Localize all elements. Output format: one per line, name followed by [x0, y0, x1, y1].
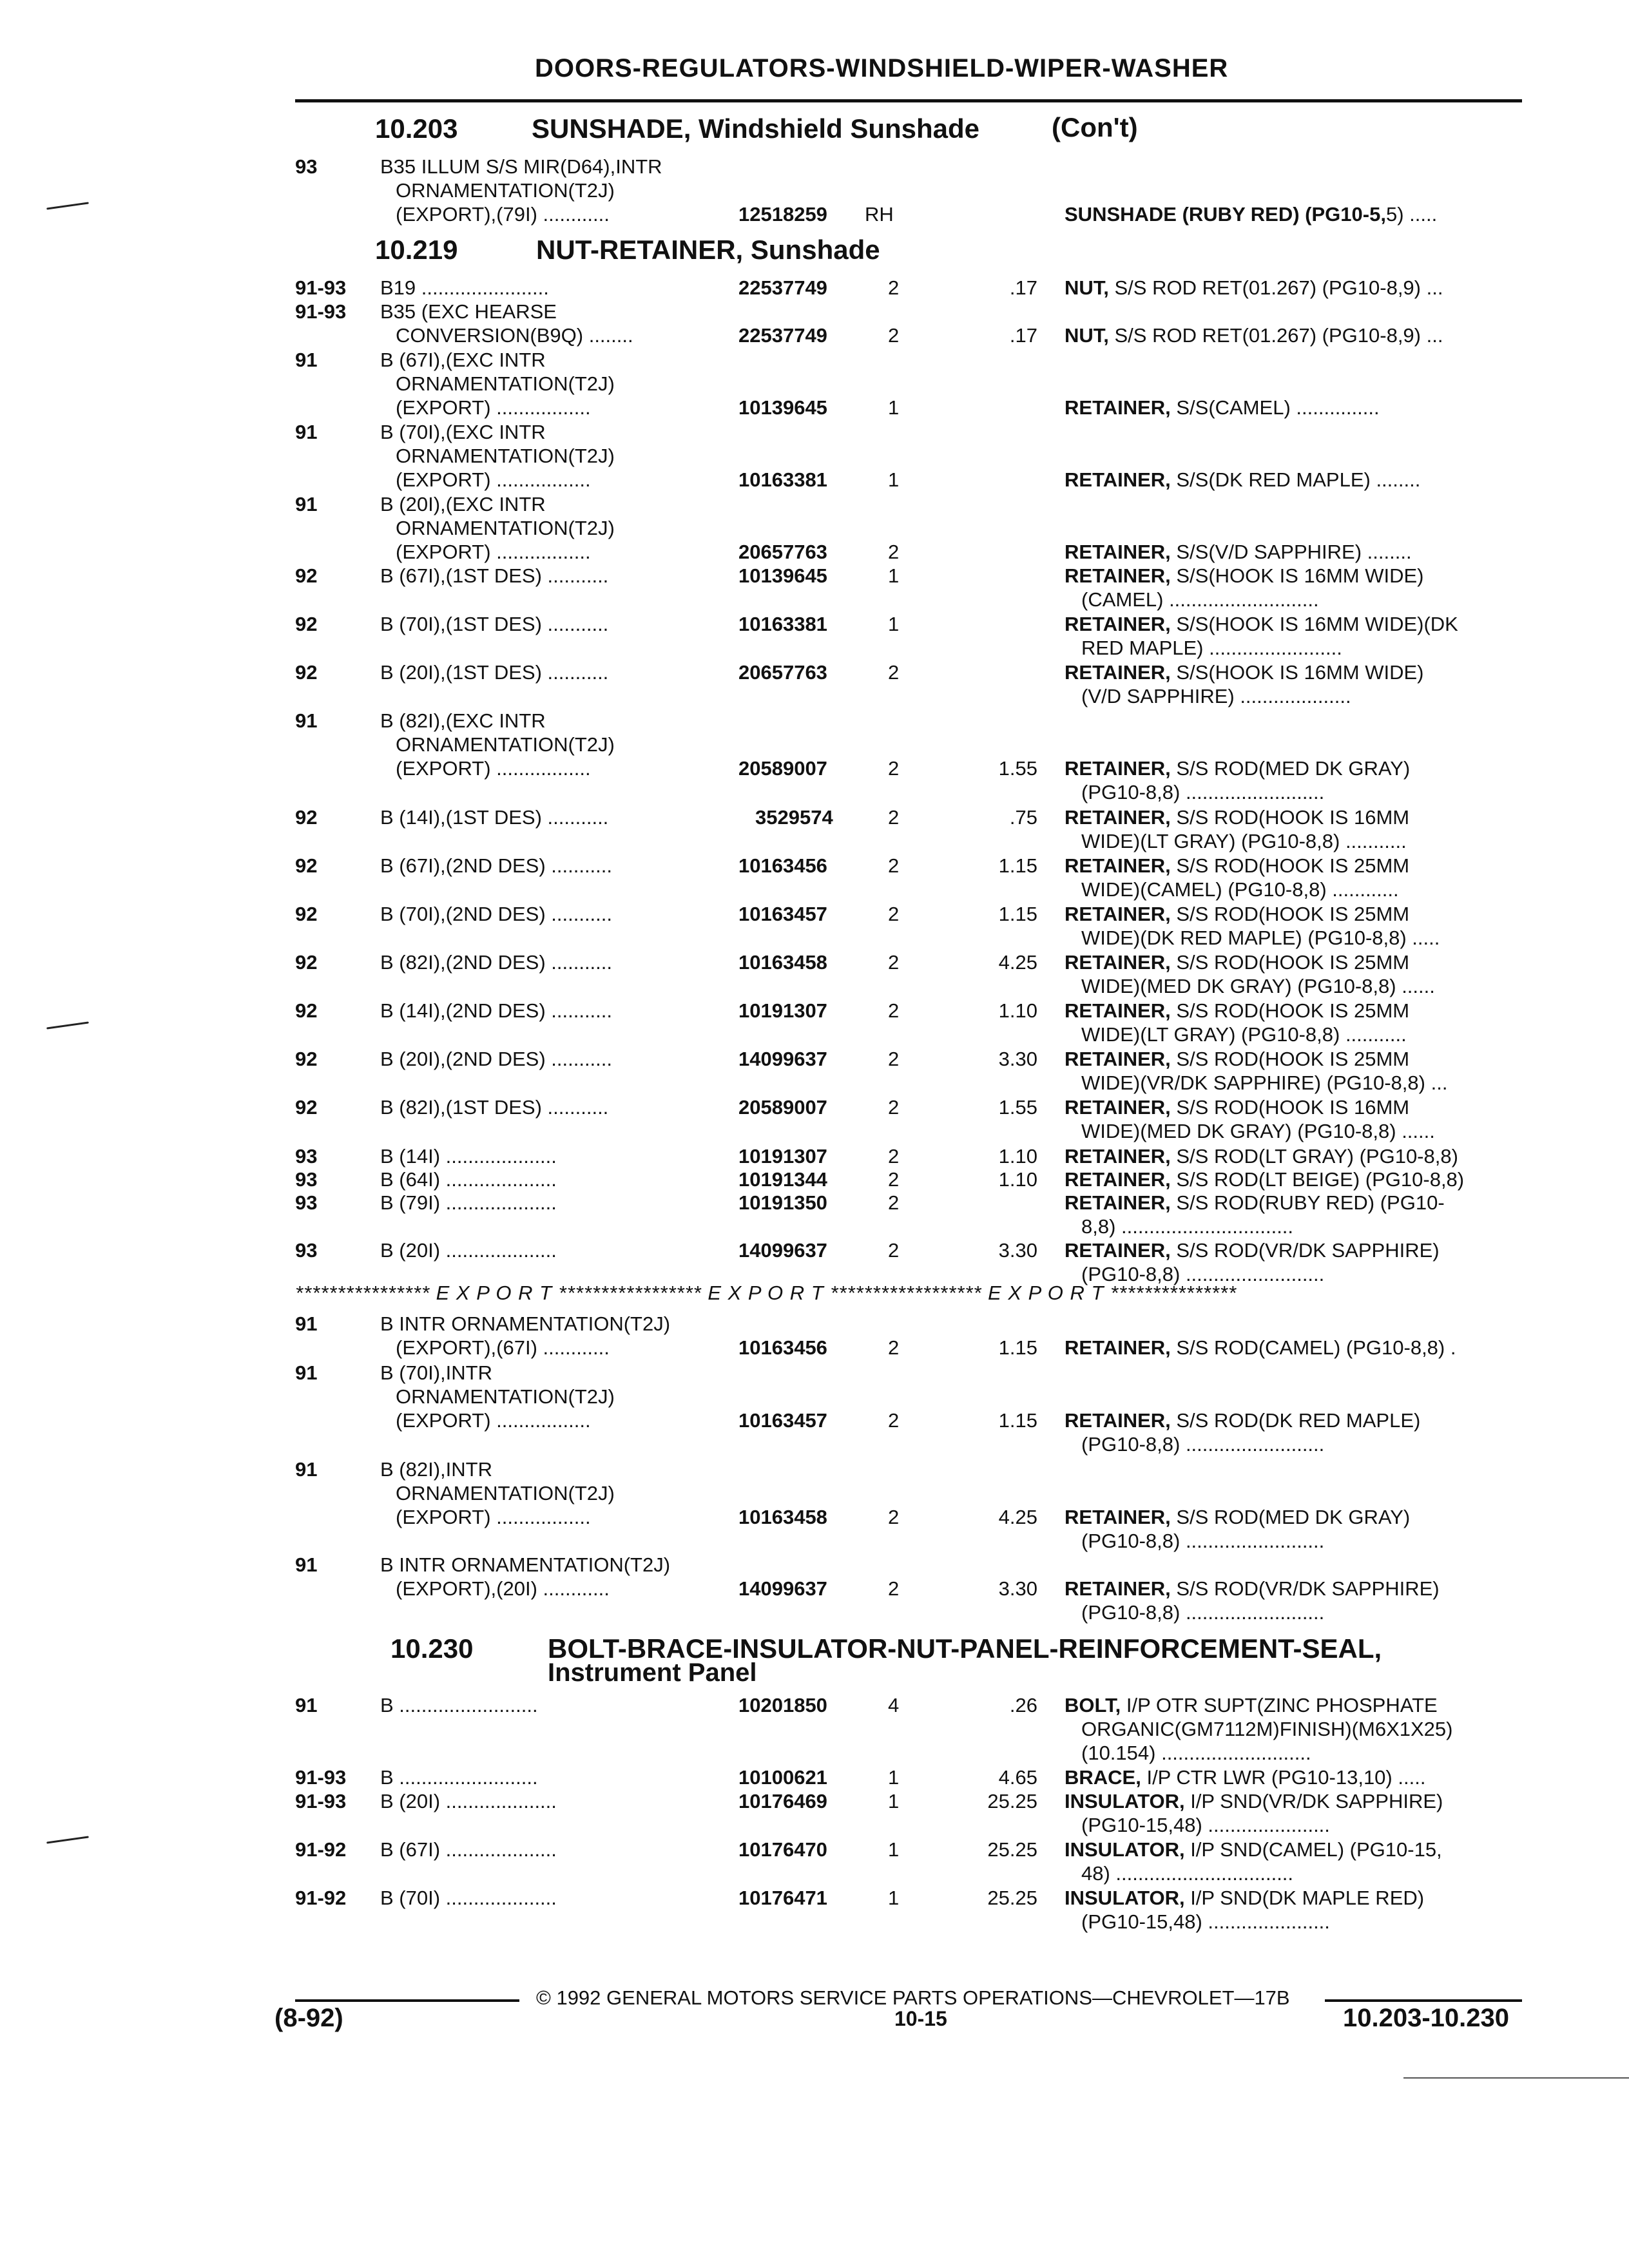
quantity-cell: 2	[888, 1145, 900, 1168]
part-number-cell: 22537749	[738, 324, 827, 347]
part-name-cell: RETAINER, S/S ROD(HOOK IS 25MM WIDE)(MED DK GRAY) (PG10-8,8) ......	[1065, 951, 1435, 997]
quantity-cell: 2	[888, 1191, 900, 1214]
quantity-cell: 2	[888, 903, 900, 925]
price-cell: 25.25	[987, 1790, 1037, 1812]
part-number-cell: 10163381	[738, 468, 827, 491]
part-number-cell: 10163458	[738, 1506, 827, 1528]
description-cell: B (82I),(2ND DES) ...........	[380, 951, 613, 974]
year-cell: 92	[295, 564, 318, 587]
description-cell: B (20I),(EXC INTR ORNAMENTATION(T2J) (EXPORT) .................	[380, 493, 615, 563]
description-cell: B (70I),(2ND DES) ...........	[380, 903, 613, 925]
price-cell: .26	[1009, 1694, 1037, 1716]
year-cell: 92	[295, 613, 318, 635]
footer-rule-left	[295, 1999, 519, 2002]
quantity-cell: 1	[888, 1790, 900, 1812]
description-cell: B INTR ORNAMENTATION(T2J) (EXPORT),(20I) ............	[380, 1553, 671, 1600]
year-cell: 91-92	[295, 1838, 347, 1861]
year-cell: 92	[295, 661, 318, 684]
year-cell: 91-92	[295, 1887, 347, 1909]
description-cell: B (67I),(EXC INTR ORNAMENTATION(T2J) (EXPORT) .................	[380, 349, 615, 419]
part-name-cell: RETAINER, S/S ROD(LT BEIGE) (PG10-8,8)	[1065, 1168, 1465, 1191]
side-cell: RH	[865, 203, 894, 226]
header-rule	[295, 99, 1522, 102]
section-continued: (Con't)	[1052, 112, 1138, 142]
part-number-cell: 10176469	[738, 1790, 827, 1812]
year-cell: 93	[295, 1239, 318, 1262]
quantity-cell: 4	[888, 1694, 900, 1716]
price-cell: 1.15	[998, 903, 1037, 925]
part-number-cell: 10139645	[738, 396, 827, 419]
part-name-cell: INSULATOR, I/P SND(CAMEL) (PG10-15, 48) ................................	[1065, 1838, 1442, 1885]
quantity-cell: 2	[888, 1409, 900, 1432]
part-name-cell: RETAINER, S/S(HOOK IS 16MM WIDE)(DK RED MAPLE) ........................	[1065, 613, 1458, 659]
description-cell: B (82I),INTR ORNAMENTATION(T2J) (EXPORT) .................	[380, 1458, 615, 1528]
section-subtitle: Instrument Panel	[548, 1658, 757, 1687]
page-number: 10-15	[894, 2007, 947, 2030]
part-number-cell: 10163456	[738, 854, 827, 877]
margin-mark	[46, 1021, 89, 1029]
part-number-cell: 10191307	[738, 1145, 827, 1168]
quantity-cell: 2	[888, 276, 900, 299]
price-cell: 1.15	[998, 854, 1037, 877]
part-number-cell: 10163458	[738, 951, 827, 974]
year-cell: 93	[295, 1191, 318, 1214]
part-number-cell: 3529574	[755, 806, 833, 829]
year-cell: 91	[295, 1553, 318, 1576]
export-divider: **************** E X P O R T ***************** E X P O R T ****************** E X P O R T ***************	[295, 1282, 1237, 1304]
part-number-cell: 20657763	[738, 661, 827, 684]
description-cell: B (70I),INTR ORNAMENTATION(T2J) (EXPORT) .................	[380, 1361, 615, 1432]
description-cell: B (20I) ....................	[380, 1239, 557, 1262]
quantity-cell: 2	[888, 1048, 900, 1070]
description-cell: B (70I) ....................	[380, 1887, 557, 1909]
year-cell: 92	[295, 1048, 318, 1070]
part-name-cell: RETAINER, S/S ROD(DK RED MAPLE) (PG10-8,8) .........................	[1065, 1409, 1421, 1456]
description-cell: B INTR ORNAMENTATION(T2J) (EXPORT),(67I) ............	[380, 1312, 671, 1359]
price-cell: 1.10	[998, 1145, 1037, 1168]
quantity-cell: 2	[888, 1096, 900, 1119]
price-cell: 3.30	[998, 1048, 1037, 1070]
part-number-cell: 20589007	[738, 757, 827, 780]
part-number-cell: 10201850	[738, 1694, 827, 1716]
price-cell: 4.25	[998, 1506, 1037, 1528]
year-cell: 92	[295, 1096, 318, 1119]
section-title: BOLT-BRACE-INSULATOR-NUT-PANEL-REINFORCEMENT-SEAL,	[548, 1633, 1382, 1664]
part-number-cell: 10163457	[738, 1409, 827, 1432]
quantity-cell: 2	[888, 661, 900, 684]
year-cell: 93	[295, 1145, 318, 1168]
quantity-cell: 1	[888, 613, 900, 635]
price-cell: 3.30	[998, 1239, 1037, 1262]
year-cell: 91	[295, 1361, 318, 1384]
price-cell: .17	[1009, 276, 1037, 299]
year-cell: 91	[295, 493, 318, 515]
part-name-cell: RETAINER, S/S ROD(HOOK IS 16MM WIDE)(MED DK GRAY) (PG10-8,8) ......	[1065, 1096, 1435, 1142]
part-name-cell: SUNSHADE (RUBY RED) (PG10-5,5) .....	[1065, 203, 1438, 226]
description-cell: B (64I) ....................	[380, 1168, 557, 1191]
quantity-cell: 2	[888, 1506, 900, 1528]
part-name-cell: RETAINER, S/S(CAMEL) ...............	[1065, 396, 1380, 419]
description-cell: B .........................	[380, 1766, 538, 1789]
quantity-cell: 2	[888, 1168, 900, 1191]
price-cell: 4.25	[998, 951, 1037, 974]
part-name-cell: RETAINER, S/S(V/D SAPPHIRE) ........	[1065, 541, 1412, 563]
part-number-cell: 10100621	[738, 1766, 827, 1789]
part-name-cell: RETAINER, S/S ROD(CAMEL) (PG10-8,8) .	[1065, 1336, 1456, 1359]
description-cell: B (70I),(1ST DES) ...........	[380, 613, 609, 635]
year-cell: 92	[295, 854, 318, 877]
part-name-cell: RETAINER, S/S ROD(RUBY RED) (PG10- 8,8) ...............................	[1065, 1191, 1445, 1238]
part-name-cell: RETAINER, S/S(HOOK IS 16MM WIDE) (CAMEL) ...........................	[1065, 564, 1424, 611]
quantity-cell: 1	[888, 1766, 900, 1789]
description-cell: B (14I),(1ST DES) ...........	[380, 806, 609, 829]
price-cell: .75	[1009, 806, 1037, 829]
quantity-cell: 1	[888, 564, 900, 587]
quantity-cell: 1	[888, 468, 900, 491]
part-number-cell: 10163456	[738, 1336, 827, 1359]
quantity-cell: 2	[888, 757, 900, 780]
part-name-cell: RETAINER, S/S ROD(HOOK IS 25MM WIDE)(LT GRAY) (PG10-8,8) ...........	[1065, 999, 1410, 1046]
year-cell: 93	[295, 155, 318, 178]
part-name-cell: RETAINER, S/S ROD(HOOK IS 25MM WIDE)(CAMEL) (PG10-8,8) ............	[1065, 854, 1410, 901]
description-cell: B (79I) ....................	[380, 1191, 557, 1214]
section-title: NUT-RETAINER, Sunshade	[536, 235, 880, 265]
year-cell: 93	[295, 1168, 318, 1191]
quantity-cell: 2	[888, 806, 900, 829]
margin-mark	[46, 1836, 89, 1843]
part-number-cell: 20589007	[738, 1096, 827, 1119]
part-number-cell: 14099637	[738, 1048, 827, 1070]
margin-mark	[46, 202, 89, 209]
part-name-cell: RETAINER, S/S ROD(LT GRAY) (PG10-8,8)	[1065, 1145, 1458, 1168]
price-cell: 1.15	[998, 1409, 1037, 1432]
part-number-cell: 10163457	[738, 903, 827, 925]
part-number-cell: 10191344	[738, 1168, 827, 1191]
quantity-cell: 2	[888, 1577, 900, 1600]
description-cell: B (14I) ....................	[380, 1145, 557, 1168]
year-cell: 91-93	[295, 1766, 347, 1789]
description-cell: B (82I),(EXC INTR ORNAMENTATION(T2J) (EXPORT) .................	[380, 709, 615, 780]
price-cell: 1.10	[998, 999, 1037, 1022]
section-title: SUNSHADE, Windshield Sunshade	[532, 113, 980, 144]
part-number-cell: 20657763	[738, 541, 827, 563]
price-cell: 1.55	[998, 1096, 1037, 1119]
description-cell: B (70I),(EXC INTR ORNAMENTATION(T2J) (EXPORT) .................	[380, 421, 615, 491]
footer-rule-right	[1325, 1999, 1522, 2002]
part-name-cell: RETAINER, S/S(DK RED MAPLE) ........	[1065, 468, 1421, 491]
part-number-cell: 10191350	[738, 1191, 827, 1214]
price-cell: 4.65	[998, 1766, 1037, 1789]
year-cell: 91	[295, 349, 318, 371]
price-cell: 25.25	[987, 1887, 1037, 1909]
description-cell: B (20I) ....................	[380, 1790, 557, 1812]
description-cell: B (14I),(2ND DES) ...........	[380, 999, 613, 1022]
year-cell: 92	[295, 951, 318, 974]
price-cell: 1.15	[998, 1336, 1037, 1359]
description-cell: B (82I),(1ST DES) ...........	[380, 1096, 609, 1119]
part-number-cell: 14099637	[738, 1239, 827, 1262]
year-cell: 91-93	[295, 300, 347, 323]
year-cell: 91	[295, 709, 318, 732]
year-cell: 91	[295, 1458, 318, 1481]
year-cell: 91-93	[295, 276, 347, 299]
quantity-cell: 2	[888, 951, 900, 974]
margin-line	[1403, 2077, 1629, 2079]
part-name-cell: INSULATOR, I/P SND(VR/DK SAPPHIRE) (PG10-15,48) ......................	[1065, 1790, 1443, 1836]
part-name-cell: RETAINER, S/S ROD(VR/DK SAPPHIRE) (PG10-8,8) .........................	[1065, 1577, 1440, 1624]
part-name-cell: INSULATOR, I/P SND(DK MAPLE RED) (PG10-15,48) ......................	[1065, 1887, 1425, 1933]
description-cell: B (67I),(1ST DES) ...........	[380, 564, 609, 587]
section-number: 10.230	[390, 1633, 474, 1664]
part-number-cell: 10139645	[738, 564, 827, 587]
part-name-cell: RETAINER, S/S ROD(HOOK IS 25MM WIDE)(DK RED MAPLE) (PG10-8,8) .....	[1065, 903, 1440, 949]
price-cell: .17	[1009, 324, 1037, 347]
price-cell: 25.25	[987, 1838, 1037, 1861]
description-cell: B (20I),(2ND DES) ...........	[380, 1048, 613, 1070]
quantity-cell: 2	[888, 854, 900, 877]
quantity-cell: 2	[888, 1336, 900, 1359]
part-number-cell: 12518259	[738, 203, 827, 226]
section-number: 10.203	[375, 113, 458, 144]
section-number: 10.219	[375, 235, 458, 265]
part-name-cell: NUT, S/S ROD RET(01.267) (PG10-8,9) ...	[1065, 276, 1443, 299]
year-cell: 91	[295, 1312, 318, 1335]
quantity-cell: 1	[888, 396, 900, 419]
description-cell: B (67I) ....................	[380, 1838, 557, 1861]
part-name-cell: BRACE, I/P CTR LWR (PG10-13,10) .....	[1065, 1766, 1426, 1789]
price-cell: 1.10	[998, 1168, 1037, 1191]
description-cell: B35 ILLUM S/S MIR(D64),INTR ORNAMENTATION(T2J) (EXPORT),(79I) ............	[380, 155, 662, 226]
description-cell: B19 .......................	[380, 276, 549, 299]
part-name-cell: RETAINER, S/S ROD(HOOK IS 25MM WIDE)(VR/DK SAPPHIRE) (PG10-8,8) ...	[1065, 1048, 1448, 1094]
copyright-notice: © 1992 GENERAL MOTORS SERVICE PARTS OPERATIONS—CHEVROLET—17B	[536, 1986, 1290, 2009]
year-cell: 91-93	[295, 1790, 347, 1812]
part-number-cell: 10163381	[738, 613, 827, 635]
year-cell: 91	[295, 1694, 318, 1716]
year-cell: 91	[295, 421, 318, 443]
part-name-cell: RETAINER, S/S ROD(MED DK GRAY) (PG10-8,8) .........................	[1065, 1506, 1411, 1552]
year-cell: 92	[295, 999, 318, 1022]
quantity-cell: 2	[888, 541, 900, 563]
part-name-cell: BOLT, I/P OTR SUPT(ZINC PHOSPHATE ORGANIC(GM7112M)FINISH)(M6X1X25) (10.154) ...........................	[1065, 1694, 1453, 1764]
part-number-cell: 10176471	[738, 1887, 827, 1909]
year-cell: 92	[295, 903, 318, 925]
quantity-cell: 1	[888, 1838, 900, 1861]
part-number-cell: 10191307	[738, 999, 827, 1022]
part-name-cell: RETAINER, S/S(HOOK IS 16MM WIDE) (V/D SAPPHIRE) ....................	[1065, 661, 1424, 707]
quantity-cell: 2	[888, 324, 900, 347]
part-number-cell: 22537749	[738, 276, 827, 299]
part-name-cell: RETAINER, S/S ROD(MED DK GRAY) (PG10-8,8) .........................	[1065, 757, 1411, 803]
quantity-cell: 1	[888, 1887, 900, 1909]
part-name-cell: RETAINER, S/S ROD(VR/DK SAPPHIRE) (PG10-8,8) .........................	[1065, 1239, 1440, 1285]
description-cell: B .........................	[380, 1694, 538, 1716]
part-number-cell: 10176470	[738, 1838, 827, 1861]
description-cell: B (20I),(1ST DES) ...........	[380, 661, 609, 684]
price-cell: 3.30	[998, 1577, 1037, 1600]
part-name-cell: NUT, S/S ROD RET(01.267) (PG10-8,9) ...	[1065, 324, 1443, 347]
part-name-cell: RETAINER, S/S ROD(HOOK IS 16MM WIDE)(LT GRAY) (PG10-8,8) ...........	[1065, 806, 1410, 852]
date-code: (8-92)	[275, 2004, 343, 2032]
section-range: 10.203-10.230	[1343, 2004, 1510, 2032]
year-cell: 92	[295, 806, 318, 829]
part-number-cell: 14099637	[738, 1577, 827, 1600]
price-cell: 1.55	[998, 757, 1037, 780]
quantity-cell: 2	[888, 1239, 900, 1262]
page-title: DOORS-REGULATORS-WINDSHIELD-WIPER-WASHER	[535, 54, 1229, 82]
quantity-cell: 2	[888, 999, 900, 1022]
description-cell: B35 (EXC HEARSE CONVERSION(B9Q) ........	[380, 300, 633, 347]
description-cell: B (67I),(2ND DES) ...........	[380, 854, 613, 877]
